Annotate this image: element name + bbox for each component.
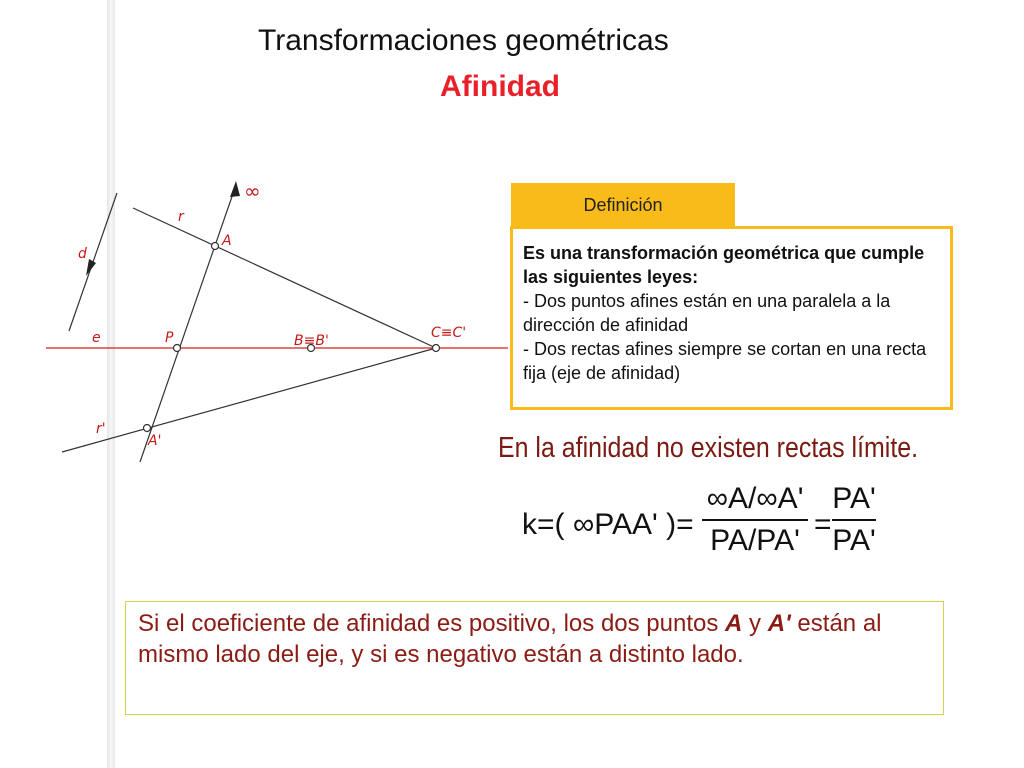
coefficient-explanation-box [125, 601, 944, 715]
label-A-prime: A' [148, 433, 162, 449]
direction-d-arrow [86, 259, 96, 276]
point-P [174, 345, 181, 352]
note-text: En la afinidad no existen rectas límite. [498, 432, 919, 464]
line-r [133, 208, 436, 348]
label-r: r [178, 209, 184, 225]
point-C [433, 345, 440, 352]
label-infinity: ∞ [244, 179, 261, 203]
definition-law-1: - Dos puntos afines están en una paralela a la dirección de afinidad [523, 291, 891, 335]
fraction-1-bar [702, 519, 808, 521]
fraction-2-denominator: PA' [832, 524, 876, 557]
fraction-1-numerator: ∞A/∞A' [706, 482, 804, 515]
fraction-1-denominator: PA/PA' [710, 524, 800, 557]
fraction-2-numerator: PA' [832, 482, 876, 515]
formula-left: k=( ∞PAA' )= [522, 508, 694, 541]
direction-arrow [230, 181, 240, 197]
line-r-prime [62, 348, 436, 452]
label-C: C≡C' [431, 325, 467, 341]
definition-tab: Definición [511, 183, 735, 227]
label-r-prime: r' [96, 421, 106, 437]
explanation-text-3: están al mismo lado del eje, y si es negativo están a distinto lado. [138, 610, 882, 668]
label-A: A [222, 233, 232, 249]
direction-line [140, 185, 236, 462]
formula-fraction-1 [702, 482, 808, 558]
explanation-text-2: y [742, 610, 768, 637]
label-B: B≡B' [294, 333, 329, 349]
label-e: e [92, 330, 101, 346]
fraction-2-bar [832, 519, 876, 521]
page-title: Transformaciones geométricas [258, 24, 669, 57]
explanation-text-1: Si el coeficiente de afinidad es positivo, los dos puntos [138, 610, 726, 637]
formula-equals: = [814, 508, 832, 541]
page-subtitle: Afinidad [440, 70, 560, 103]
explanation-point-A: A [725, 610, 743, 637]
formula-fraction-2 [832, 482, 876, 558]
point-A-prime [144, 425, 151, 432]
explanation-point-A-prime: A' [767, 610, 791, 637]
label-P: P [165, 330, 174, 346]
definition-bold-text: Es una transformación geométrica que cumple las siguientes leyes: [523, 243, 925, 287]
definition-law-2: - Dos rectas afines siempre se cortan en una recta fija (eje de afinidad) [523, 339, 927, 383]
definition-box [510, 226, 953, 410]
point-A [212, 243, 219, 250]
label-d: d [78, 246, 87, 262]
